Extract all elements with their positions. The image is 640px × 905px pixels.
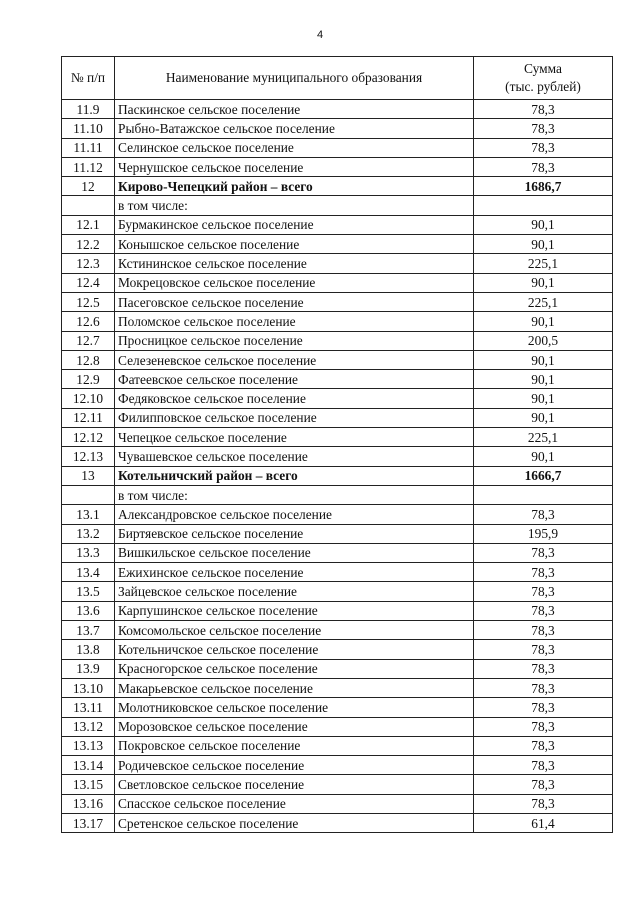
row-number: 11.12	[62, 157, 115, 176]
row-amount: 1686,7	[474, 177, 613, 196]
row-municipality-name: Просницкое сельское поселение	[115, 331, 474, 350]
row-number: 11.10	[62, 119, 115, 138]
table-row	[62, 157, 613, 176]
row-municipality-name: Мокрецовское сельское поселение	[115, 273, 474, 292]
row-amount: 78,3	[474, 621, 613, 640]
row-amount: 78,3	[474, 775, 613, 794]
row-amount	[474, 485, 613, 504]
row-municipality-name: Сретенское сельское поселение	[115, 813, 474, 832]
table-row	[62, 408, 613, 427]
table-row-total	[62, 466, 613, 485]
row-number: 12.11	[62, 408, 115, 427]
row-municipality-name: Бурмакинское сельское поселение	[115, 215, 474, 234]
table-row	[62, 794, 613, 813]
table-row	[62, 621, 613, 640]
row-number	[62, 485, 115, 504]
row-number: 13.10	[62, 678, 115, 697]
row-number: 13.9	[62, 659, 115, 678]
table-row	[62, 215, 613, 234]
row-number: 12	[62, 177, 115, 196]
row-number: 12.1	[62, 215, 115, 234]
row-municipality-name: Котельничский район – всего	[115, 466, 474, 485]
table-row	[62, 524, 613, 543]
row-number: 13.2	[62, 524, 115, 543]
row-amount: 78,3	[474, 100, 613, 119]
row-amount: 90,1	[474, 408, 613, 427]
table-row	[62, 756, 613, 775]
row-number: 13.7	[62, 621, 115, 640]
row-municipality-name: Рыбно-Ватажское сельское поселение	[115, 119, 474, 138]
row-amount: 225,1	[474, 292, 613, 311]
row-municipality-name: Покровское сельское поселение	[115, 736, 474, 755]
row-municipality-name: Молотниковское сельское поселение	[115, 698, 474, 717]
row-municipality-name: Селезеневское сельское поселение	[115, 350, 474, 369]
row-amount: 78,3	[474, 756, 613, 775]
row-amount: 90,1	[474, 273, 613, 292]
row-amount: 200,5	[474, 331, 613, 350]
table-row	[62, 292, 613, 311]
row-municipality-name: Макарьевское сельское поселение	[115, 678, 474, 697]
row-number: 12.12	[62, 428, 115, 447]
row-number: 13.8	[62, 640, 115, 659]
row-amount: 78,3	[474, 736, 613, 755]
table-row	[62, 119, 613, 138]
table-body	[62, 100, 613, 833]
row-number: 13.17	[62, 813, 115, 832]
row-municipality-name: Чернушское сельское поселение	[115, 157, 474, 176]
page-number: 4	[316, 29, 324, 41]
table-row	[62, 678, 613, 697]
row-number: 12.4	[62, 273, 115, 292]
table-row	[62, 254, 613, 273]
row-amount: 90,1	[474, 389, 613, 408]
row-number: 12.8	[62, 350, 115, 369]
table-row	[62, 331, 613, 350]
row-municipality-name: Паскинское сельское поселение	[115, 100, 474, 119]
header-amount-line2: (тыс. рублей)	[505, 79, 581, 94]
row-amount: 90,1	[474, 215, 613, 234]
table-row	[62, 640, 613, 659]
table-row	[62, 698, 613, 717]
row-number: 13.11	[62, 698, 115, 717]
row-amount: 225,1	[474, 428, 613, 447]
row-amount: 78,3	[474, 505, 613, 524]
row-municipality-name: Зайцевское сельское поселение	[115, 582, 474, 601]
row-municipality-name: Биртяевское сельское поселение	[115, 524, 474, 543]
row-amount: 78,3	[474, 678, 613, 697]
row-amount: 225,1	[474, 254, 613, 273]
row-number: 13.6	[62, 601, 115, 620]
table-row	[62, 350, 613, 369]
row-number: 13.13	[62, 736, 115, 755]
table-row	[62, 563, 613, 582]
row-number: 11.11	[62, 138, 115, 157]
table-row	[62, 582, 613, 601]
table-row-total	[62, 177, 613, 196]
row-number: 12.13	[62, 447, 115, 466]
row-number	[62, 196, 115, 215]
header-number: № п/п	[62, 57, 115, 100]
row-municipality-name: Федяковское сельское поселение	[115, 389, 474, 408]
row-municipality-name: Поломское сельское поселение	[115, 312, 474, 331]
row-municipality-name: Комсомольское сельское поселение	[115, 621, 474, 640]
table-row	[62, 100, 613, 119]
row-municipality-name: в том числе:	[115, 196, 474, 215]
row-number: 12.3	[62, 254, 115, 273]
row-amount: 90,1	[474, 350, 613, 369]
row-amount: 78,3	[474, 717, 613, 736]
row-amount: 78,3	[474, 138, 613, 157]
row-number: 13.5	[62, 582, 115, 601]
row-number: 12.7	[62, 331, 115, 350]
row-number: 12.10	[62, 389, 115, 408]
row-number: 13.16	[62, 794, 115, 813]
table-row	[62, 659, 613, 678]
row-amount: 61,4	[474, 813, 613, 832]
row-amount: 78,3	[474, 582, 613, 601]
row-number: 13.3	[62, 543, 115, 562]
row-number: 12.9	[62, 370, 115, 389]
row-municipality-name: Спасское сельское поселение	[115, 794, 474, 813]
row-municipality-name: Красногорское сельское поселение	[115, 659, 474, 678]
row-amount: 78,3	[474, 794, 613, 813]
row-municipality-name: Чувашевское сельское поселение	[115, 447, 474, 466]
row-municipality-name: Пасеговское сельское поселение	[115, 292, 474, 311]
row-amount: 78,3	[474, 563, 613, 582]
row-municipality-name: Фатеевское сельское поселение	[115, 370, 474, 389]
row-number: 12.5	[62, 292, 115, 311]
table-row	[62, 543, 613, 562]
row-municipality-name: Светловское сельское поселение	[115, 775, 474, 794]
row-number: 13.12	[62, 717, 115, 736]
row-number: 12.2	[62, 235, 115, 254]
row-municipality-name: Кстининское сельское поселение	[115, 254, 474, 273]
row-amount: 90,1	[474, 447, 613, 466]
table-row	[62, 485, 613, 504]
row-amount: 78,3	[474, 698, 613, 717]
row-municipality-name: Вишкильское сельское поселение	[115, 543, 474, 562]
table-row	[62, 447, 613, 466]
row-amount: 78,3	[474, 119, 613, 138]
table-row	[62, 273, 613, 292]
row-municipality-name: Ежихинское сельское поселение	[115, 563, 474, 582]
row-municipality-name: Александровское сельское поселение	[115, 505, 474, 524]
row-municipality-name: Филипповское сельское поселение	[115, 408, 474, 427]
row-amount: 78,3	[474, 157, 613, 176]
table-header-row	[62, 57, 613, 100]
row-amount	[474, 196, 613, 215]
row-municipality-name: Родичевское сельское поселение	[115, 756, 474, 775]
table-row	[62, 312, 613, 331]
row-number: 13	[62, 466, 115, 485]
row-number: 13.14	[62, 756, 115, 775]
row-number: 11.9	[62, 100, 115, 119]
row-municipality-name: Котельничское сельское поселение	[115, 640, 474, 659]
row-amount: 90,1	[474, 235, 613, 254]
row-amount: 78,3	[474, 601, 613, 620]
row-amount: 78,3	[474, 659, 613, 678]
table-row	[62, 370, 613, 389]
allocation-table	[61, 56, 613, 833]
row-municipality-name: в том числе:	[115, 485, 474, 504]
row-amount: 90,1	[474, 370, 613, 389]
table-row	[62, 601, 613, 620]
row-number: 13.15	[62, 775, 115, 794]
row-number: 12.6	[62, 312, 115, 331]
table-row	[62, 196, 613, 215]
row-amount: 195,9	[474, 524, 613, 543]
row-number: 13.1	[62, 505, 115, 524]
row-municipality-name: Конышское сельское поселение	[115, 235, 474, 254]
row-amount: 1666,7	[474, 466, 613, 485]
row-municipality-name: Кирово-Чепецкий район – всего	[115, 177, 474, 196]
row-municipality-name: Чепецкое сельское поселение	[115, 428, 474, 447]
row-amount: 78,3	[474, 640, 613, 659]
header-amount	[474, 57, 613, 100]
row-number: 13.4	[62, 563, 115, 582]
table-row	[62, 235, 613, 254]
header-amount-line1: Сумма	[524, 61, 562, 76]
header-municipality-name: Наименование муниципального образования	[115, 57, 474, 100]
table-row	[62, 505, 613, 524]
table-row	[62, 138, 613, 157]
row-municipality-name: Морозовское сельское поселение	[115, 717, 474, 736]
table-row	[62, 717, 613, 736]
table-row	[62, 813, 613, 832]
table-row	[62, 428, 613, 447]
table-row	[62, 736, 613, 755]
row-municipality-name: Карпушинское сельское поселение	[115, 601, 474, 620]
table-row	[62, 775, 613, 794]
row-municipality-name: Селинское сельское поселение	[115, 138, 474, 157]
row-amount: 78,3	[474, 543, 613, 562]
table-row	[62, 389, 613, 408]
row-amount: 90,1	[474, 312, 613, 331]
